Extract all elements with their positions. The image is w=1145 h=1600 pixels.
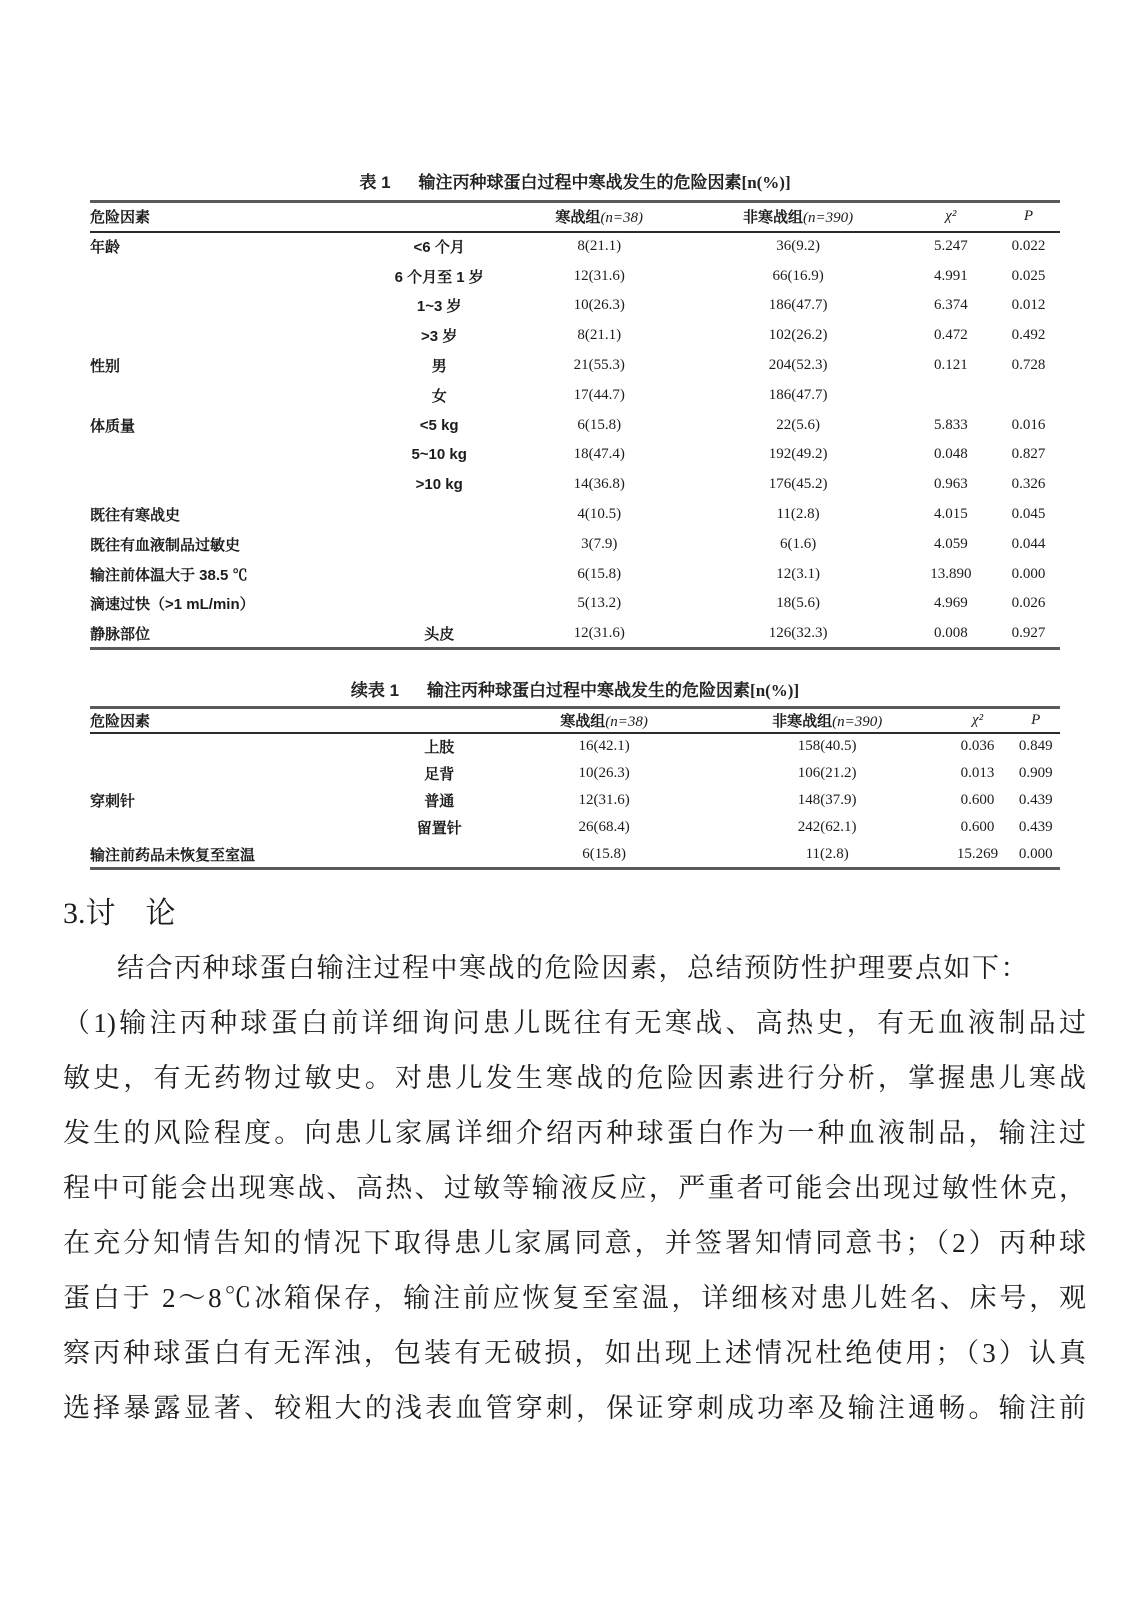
table-cell: 女 (431, 387, 447, 405)
table-cell: 0.728 (1011, 357, 1046, 374)
table-cell: 21(55.3) (573, 357, 625, 374)
table-cell (371, 559, 507, 589)
table-cell: 6(15.8) (577, 565, 622, 582)
table-cell: 0.000 (1018, 845, 1053, 862)
table1-header-chi-square: χ² (945, 208, 957, 225)
table-cell: 头皮 (424, 625, 455, 643)
table-cell (371, 589, 507, 619)
table-cell: 17(44.7) (573, 386, 625, 403)
table-cell: 0.048 (933, 446, 968, 463)
table-row (90, 410, 1060, 440)
table-cell: 4(10.5) (577, 506, 622, 523)
table-cell: 0.600 (960, 791, 995, 808)
table-cell: 26(68.4) (578, 819, 630, 836)
table-row (90, 232, 1060, 262)
table-cell (371, 500, 507, 530)
table-cell: 11(2.8) (805, 845, 849, 862)
paragraph-line: 敏史，有无药物过敏史。对患儿发生寒战的危险因素进行分析，掌握患儿寒战 (63, 1063, 1086, 1093)
table-cell: 0.439 (1018, 791, 1053, 808)
table-cell: 0.909 (1018, 764, 1053, 781)
table-row (90, 261, 1060, 291)
table1-body (90, 232, 1060, 649)
table-cell: <6 个月 (413, 239, 465, 257)
table-row (90, 619, 1060, 649)
table-row (90, 559, 1060, 589)
table-cell: 5~10 kg (411, 446, 467, 464)
table-row (90, 351, 1060, 381)
table-cell: 年龄 (90, 239, 121, 257)
table2-header-chi-square: χ² (971, 711, 984, 728)
table-cell: 102(26.2) (768, 327, 828, 344)
table-cell: 6.374 (933, 297, 968, 314)
table1-header-group1: 寒战组(n=38) (555, 209, 644, 227)
table-cell: 0.472 (933, 327, 968, 344)
table-row (90, 321, 1060, 351)
table-cell: 15.269 (956, 845, 999, 862)
table-cell (90, 291, 371, 321)
table-cell: 3(7.9) (581, 535, 618, 552)
table-cell: 66(16.9) (772, 267, 824, 284)
table2-header-factor: 危险因素 (90, 712, 151, 730)
table1-title-text: 输注丙种球蛋白过程中寒战发生的危险因素 (418, 173, 742, 192)
table-cell: <5 kg (419, 416, 459, 434)
table-cell: 6(15.8) (582, 845, 626, 862)
table-cell: 输注前药品未恢复至室温 (90, 846, 256, 864)
table-cell: 0.026 (1011, 595, 1046, 612)
table-row (90, 380, 1060, 410)
paragraph-line: （1)输注丙种球蛋白前详细询问患儿既往有无寒战、高热史，有无血液制品过 (63, 1008, 1086, 1038)
table-cell: 既往有血液制品过敏史 (90, 536, 241, 554)
table-cell (90, 814, 381, 841)
table-cell: 8(21.1) (577, 327, 622, 344)
table2-header-row (90, 708, 1060, 733)
table-cell: 186(47.7) (768, 386, 828, 403)
table-cell: 12(31.6) (578, 791, 630, 808)
table1-title (90, 168, 1060, 193)
table-cell (905, 380, 997, 410)
table-cell: 6(15.8) (577, 416, 622, 433)
table-cell: 4.969 (933, 595, 968, 612)
table-cell: 192(49.2) (768, 446, 828, 463)
table-cell: 126(32.3) (768, 624, 828, 641)
table-cell: 0.963 (933, 476, 968, 493)
table1-title-suffix: [n(%)] (741, 173, 791, 192)
table-cell: 滴速过快（>1 mL/min） (90, 596, 255, 614)
paragraph-line: 选择暴露显著、较粗大的浅表血管穿刺，保证穿刺成功率及输注通畅。输注前 (63, 1393, 1086, 1423)
table-cell: 输注前体温大于 38.5 ℃ (90, 566, 248, 584)
table-row (90, 529, 1060, 559)
table-cell: 0.012 (1011, 297, 1046, 314)
table-cell: 5.247 (933, 238, 968, 255)
table-cell: 0.326 (1011, 476, 1046, 493)
table-cell: 0.045 (1011, 506, 1046, 523)
table-cell: 10(26.3) (578, 764, 630, 781)
table-cell: 1~3 岁 (416, 298, 462, 316)
table-cell: 体质量 (90, 417, 136, 435)
paragraph-line: 发生的风险程度。向患儿家属详细介绍丙种球蛋白作为一种血液制品，输注过 (63, 1118, 1086, 1148)
table-cell (90, 261, 371, 291)
paragraph-line: 蛋白于 2～8℃冰箱保存，输注前应恢复至室温，详细核对患儿姓名、床号，观 (63, 1283, 1086, 1313)
table-cell: 男 (431, 358, 447, 376)
table-cell: 4.059 (933, 535, 968, 552)
table1-header-factor: 危险因素 (90, 209, 151, 227)
table-cell: 0.016 (1011, 416, 1046, 433)
table-cell: 0.600 (960, 819, 995, 836)
paragraph-line: 察丙种球蛋白有无浑浊，包装有无破损，如出现上述情况杜绝使用；（3）认真 (63, 1338, 1086, 1368)
table-row (90, 500, 1060, 530)
table-cell: 既往有寒战史 (90, 507, 181, 525)
table-cell (90, 440, 371, 470)
risk-factor-table-2-continued (90, 706, 1060, 870)
table-cell: 6(1.6) (779, 535, 817, 552)
table1-header-group2: 非寒战组(n=390) (743, 209, 854, 227)
table2-title (90, 676, 1060, 701)
table1-header-row (90, 202, 1060, 232)
table-cell: 普通 (424, 792, 455, 810)
table-cell: 0.022 (1011, 238, 1046, 255)
table-cell: 4.015 (933, 506, 968, 523)
table-cell: 上肢 (424, 739, 455, 757)
table-cell: 36(9.2) (776, 238, 820, 255)
table2-title-suffix: [n(%)] (750, 681, 800, 700)
table2-title-text: 输注丙种球蛋白过程中寒战发生的危险因素 (427, 681, 751, 700)
table-cell: 18(47.4) (573, 446, 625, 463)
table-cell (381, 841, 497, 868)
table-cell: 176(45.2) (768, 476, 828, 493)
table-row (90, 841, 1060, 868)
table-cell (371, 529, 507, 559)
table-cell: 5(13.2) (577, 595, 622, 612)
table-row (90, 733, 1060, 760)
table1-label: 表 1 (359, 173, 391, 192)
table-cell: 18(5.6) (776, 595, 820, 612)
table-cell: 4.991 (933, 267, 968, 284)
table2-header-sub (381, 708, 497, 733)
table-cell: 158(40.5) (797, 738, 857, 755)
table2-body (90, 733, 1060, 869)
table-cell (90, 321, 371, 351)
table-cell: 穿刺针 (90, 792, 136, 810)
table-cell: 0.000 (1011, 565, 1046, 582)
table-row (90, 787, 1060, 814)
table-cell: 5.833 (933, 416, 968, 433)
risk-factor-table-1 (90, 200, 1060, 650)
paragraph-line: 程中可能会出现寒战、高热、过敏等输液反应，严重者可能会出现过敏性休克， (63, 1173, 1086, 1203)
table-row (90, 589, 1060, 619)
table-cell (90, 380, 371, 410)
paragraph-line: 结合丙种球蛋白输注过程中寒战的危险因素，总结预防性护理要点如下： (117, 953, 1029, 983)
table-cell: 186(47.7) (768, 297, 828, 314)
table-cell: 0.013 (960, 764, 995, 781)
table-cell: 13.890 (930, 565, 972, 582)
table2-header-p-value: P (1031, 711, 1041, 728)
table-cell: 0.036 (960, 738, 995, 755)
table1-header-p-value: P (1023, 208, 1034, 225)
table-row (90, 760, 1060, 787)
table-row (90, 470, 1060, 500)
table2-header-group2: 非寒战组(n=390) (772, 712, 883, 730)
table-cell: 12(3.1) (776, 565, 820, 582)
table2-header-group1: 寒战组(n=38) (560, 712, 648, 730)
table-cell: 0.849 (1018, 738, 1053, 755)
table-cell: >3 岁 (421, 328, 458, 346)
discussion-paragraph (63, 941, 1086, 1436)
table-cell: 148(37.9) (797, 791, 857, 808)
table-cell: 0.827 (1011, 446, 1046, 463)
table-cell: 12(31.6) (573, 624, 625, 641)
table2-label: 续表 1 (350, 681, 400, 700)
table1-header-sub (371, 202, 507, 232)
table-cell (997, 380, 1060, 410)
table-cell: 静脉部位 (90, 625, 151, 643)
table-cell: 106(21.2) (797, 764, 857, 781)
table-cell: 16(42.1) (578, 738, 630, 755)
paragraph-line: 在充分知情告知的情况下取得患儿家属同意，并签署知情同意书；（2）丙种球 (63, 1228, 1086, 1258)
table-cell: 22(5.6) (776, 416, 820, 433)
table-cell: 8(21.1) (577, 238, 622, 255)
table-cell: 242(62.1) (797, 819, 857, 836)
table-cell: 留置针 (416, 820, 462, 838)
table-cell: 0.439 (1018, 819, 1053, 836)
table-cell: 0.025 (1011, 267, 1046, 284)
table-cell: 12(31.6) (573, 267, 625, 284)
table-row (90, 814, 1060, 841)
table-cell: 性别 (90, 358, 121, 376)
table-cell: 11(2.8) (776, 506, 820, 523)
table-cell: 10(26.3) (573, 297, 625, 314)
table-cell: 6 个月至 1 岁 (394, 268, 484, 286)
table-cell (90, 470, 371, 500)
table-cell (90, 760, 381, 787)
table-cell: 0.044 (1011, 535, 1046, 552)
discussion-section-heading: 3.讨 论 (63, 897, 176, 930)
table-cell: 0.927 (1011, 624, 1046, 641)
table-cell (90, 733, 381, 760)
table-cell: 0.492 (1011, 327, 1046, 344)
table-row (90, 440, 1060, 470)
table-cell: 0.008 (933, 624, 968, 641)
table-cell: 足背 (424, 765, 455, 783)
table-cell: 204(52.3) (768, 357, 828, 374)
table-cell: 14(36.8) (573, 476, 625, 493)
table-row (90, 291, 1060, 321)
table-cell: >10 kg (415, 476, 463, 494)
table-cell: 0.121 (933, 357, 968, 374)
